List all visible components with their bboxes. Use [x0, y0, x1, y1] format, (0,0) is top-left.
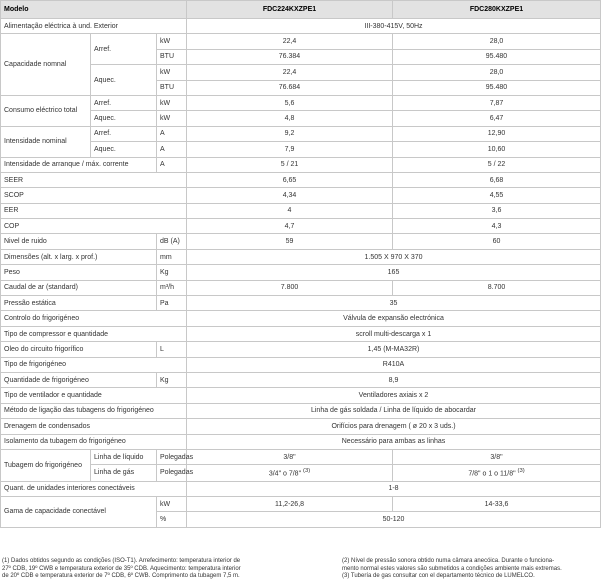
- table-row: [1, 34, 601, 49]
- cell-value: 6,47: [393, 111, 601, 126]
- table-row: [1, 497, 601, 512]
- row-unit: kW: [157, 111, 187, 126]
- cell-value: 9,2: [187, 126, 393, 141]
- table-row: [1, 157, 601, 172]
- cell-value: 11,2-26,8: [187, 497, 393, 512]
- cell-value: 14-33,6: [393, 497, 601, 512]
- table-row: [1, 403, 601, 418]
- cell-value: 8.700: [393, 280, 601, 295]
- cell-value: scroll multi-descarga x 1: [187, 326, 601, 341]
- cell-value: 7.800: [187, 280, 393, 295]
- row-sublabel: Arref.: [91, 34, 157, 65]
- header-model-1: FDC224KXZPE1: [187, 1, 393, 19]
- cell-value: 95.480: [393, 80, 601, 95]
- row-label: Controlo do frigorigéneo: [1, 311, 187, 326]
- row-label: Pressão estática: [1, 296, 157, 311]
- cell-value: 1,45 (M-MA32R): [187, 342, 601, 357]
- cell-value: 4: [187, 203, 393, 218]
- row-unit: Kg: [157, 372, 187, 387]
- row-label: EER: [1, 203, 187, 218]
- cell-value: 5,6: [187, 95, 393, 110]
- table-row: [1, 65, 601, 80]
- cell-value: 8,9: [187, 372, 601, 387]
- row-sublabel: Arref.: [91, 95, 157, 110]
- footnote-line: (2) Nível de pressão sonora obtido numa câmara anecóica. Durante o funciona-: [342, 558, 555, 564]
- cell-value: 95.480: [393, 49, 601, 64]
- cell-value: 76.684: [187, 80, 393, 95]
- cell-value: 1.505 X 970 X 370: [187, 249, 601, 264]
- cell-value: 59: [187, 234, 393, 249]
- cell-value: Orifícios para drenagem ( ø 20 x 3 uds.): [187, 419, 601, 434]
- row-unit: Polegadas: [157, 465, 187, 481]
- footnote-right: [342, 558, 597, 581]
- row-label: COP: [1, 219, 187, 234]
- row-unit: BTU: [157, 80, 187, 95]
- row-label: Gama de capacidade conectável: [1, 497, 157, 528]
- row-unit: %: [157, 512, 187, 527]
- table-row: [1, 372, 601, 387]
- table-row: [1, 465, 601, 481]
- cell-value: 10,60: [393, 142, 601, 157]
- cell-value: 1-8: [187, 481, 601, 496]
- row-sublabel: Aquec.: [91, 142, 157, 157]
- row-unit: L: [157, 342, 187, 357]
- cell-value: 5 / 22: [393, 157, 601, 172]
- row-unit: mm: [157, 249, 187, 264]
- row-unit: m³/h: [157, 280, 187, 295]
- row-label: Tubagem do frigorigéneo: [1, 449, 91, 481]
- table-row: [1, 19, 601, 34]
- row-label: Caudal de ar (standard): [1, 280, 157, 295]
- row-sublabel: Aquec.: [91, 111, 157, 126]
- row-unit: kW: [157, 65, 187, 80]
- row-label: Método de ligação das tubagens do frigorigéneo: [1, 403, 187, 418]
- row-label: SEER: [1, 172, 187, 187]
- table-row: [1, 326, 601, 341]
- footnote-ref: (3): [303, 468, 311, 475]
- row-unit: kW: [157, 34, 187, 49]
- table-row: [1, 95, 601, 110]
- row-sublabel: Linha de líquido: [91, 449, 157, 464]
- row-unit: Kg: [157, 265, 187, 280]
- table-row: [1, 111, 601, 126]
- cell-value: 165: [187, 265, 601, 280]
- row-unit: kW: [157, 95, 187, 110]
- cell-value: [187, 465, 393, 481]
- table-row: [1, 126, 601, 141]
- row-sublabel: Linha de gás: [91, 465, 157, 481]
- table-row: [1, 234, 601, 249]
- footnote-line: (3) Tubería de gas consultar con el departamento técnico de LUMELCO.: [342, 573, 535, 579]
- table-row: [1, 311, 601, 326]
- cell-value: 60: [393, 234, 601, 249]
- cell-value: 7,9: [187, 142, 393, 157]
- cell-value: 76.384: [187, 49, 393, 64]
- gas-size: 3/4" o 7/8": [268, 470, 302, 478]
- cell-value: 12,90: [393, 126, 601, 141]
- row-unit: dB (A): [157, 234, 187, 249]
- cell-value: 22,4: [187, 34, 393, 49]
- cell-value: 3,6: [393, 203, 601, 218]
- row-label: Tipo de frigorigéneo: [1, 357, 187, 372]
- table-row: [1, 203, 601, 218]
- footnote-line: (1) Dados obtidos segundo as condições (ISO-T1). Arrefecimento: temperatura interior de: [2, 558, 241, 564]
- table-row: [1, 249, 601, 264]
- row-sublabel: Aquec.: [91, 65, 157, 96]
- table-row: [1, 388, 601, 403]
- row-label: Isolamento da tubagem do frigorigéneo: [1, 434, 187, 449]
- gas-size: 7/8" o 1 o 11/8": [468, 470, 516, 478]
- cell-value: 28,0: [393, 65, 601, 80]
- table-row: [1, 188, 601, 203]
- cell-value: 4,34: [187, 188, 393, 203]
- cell-value: Válvula de expansão electrónica: [187, 311, 601, 326]
- table-row: [1, 296, 601, 311]
- row-unit: kW: [157, 497, 187, 512]
- row-label: Quantidade de frigorigéneo: [1, 372, 157, 387]
- cell-value: 7,87: [393, 95, 601, 110]
- table-row: [1, 172, 601, 187]
- table-row: [1, 142, 601, 157]
- row-label: Oleo do circuito frigorífico: [1, 342, 157, 357]
- table-row: [1, 449, 601, 464]
- row-label: Peso: [1, 265, 157, 280]
- row-label: Capacidade nomnal: [1, 34, 91, 96]
- cell-value: 28,0: [393, 34, 601, 49]
- row-unit: BTU: [157, 49, 187, 64]
- footnote-ref: (3): [517, 468, 525, 475]
- row-label: Tipo de ventilador e quantidade: [1, 388, 187, 403]
- header-modelo: Modelo: [1, 1, 187, 19]
- row-label: Tipo de compressor e quantidade: [1, 326, 187, 341]
- row-label: Consumo eléctrico total: [1, 95, 91, 126]
- cell-value: 4,8: [187, 111, 393, 126]
- cell-value: R410A: [187, 357, 601, 372]
- footnote-left: [2, 558, 287, 581]
- row-label: Quant. de unidades interiores conectáveis: [1, 481, 187, 496]
- table-row: [1, 434, 601, 449]
- row-unit: A: [157, 142, 187, 157]
- row-label: Alimentação eléctrica à und. Exterior: [1, 19, 187, 34]
- footnote-line: mento normal estes valores são submetidos a condições ambiente mais extremas.: [342, 565, 562, 572]
- row-label: Dimensões (alt. x larg. x prof.): [1, 249, 157, 264]
- cell-value: 6,65: [187, 172, 393, 187]
- table-row: [1, 481, 601, 496]
- row-label: Intensidade nominal: [1, 126, 91, 157]
- row-unit: A: [157, 157, 187, 172]
- cell-value: 6,68: [393, 172, 601, 187]
- row-unit: Polegadas: [157, 449, 187, 464]
- row-value: III-380-415V, 50Hz: [187, 19, 601, 34]
- header-row: [1, 1, 601, 19]
- table-row: [1, 419, 601, 434]
- cell-value: 4,3: [393, 219, 601, 234]
- cell-value: 4,7: [187, 219, 393, 234]
- cell-value: 4,55: [393, 188, 601, 203]
- cell-value: Ventiladores axiais x 2: [187, 388, 601, 403]
- row-label: SCOP: [1, 188, 187, 203]
- cell-value: 50-120: [187, 512, 601, 527]
- header-model-2: FDC280KXZPE1: [393, 1, 601, 19]
- cell-value: 5 / 21: [187, 157, 393, 172]
- row-unit: A: [157, 126, 187, 141]
- table-row: [1, 219, 601, 234]
- table-row: [1, 265, 601, 280]
- footnote-line: 27º CDB, 19º CWB e temperatura exterior de 35º CDB. Aquecimento: temperatura interior: [2, 565, 241, 572]
- row-unit: Pa: [157, 296, 187, 311]
- row-sublabel: Arref.: [91, 126, 157, 141]
- row-label: Nivel de ruido: [1, 234, 157, 249]
- cell-value: 22,4: [187, 65, 393, 80]
- cell-value: 3/8": [393, 449, 601, 464]
- footnote-line: de 20º CDB e temperatura exterior de 7º CDB, 6º CWB. Comprimento da tubagem 7,5 m.: [2, 573, 240, 579]
- cell-value: Linha de gás soldada / Linha de líquido de abocardar: [187, 403, 601, 418]
- cell-value: 35: [187, 296, 601, 311]
- cell-value: [393, 465, 601, 481]
- row-label: Drenagem de condensados: [1, 419, 187, 434]
- row-label: Intensidade de arranque / máx. corrente: [1, 157, 157, 172]
- cell-value: Necessário para ambas as linhas: [187, 434, 601, 449]
- table-row: [1, 357, 601, 372]
- cell-value: 3/8": [187, 449, 393, 464]
- table-row: [1, 342, 601, 357]
- table-row: [1, 280, 601, 295]
